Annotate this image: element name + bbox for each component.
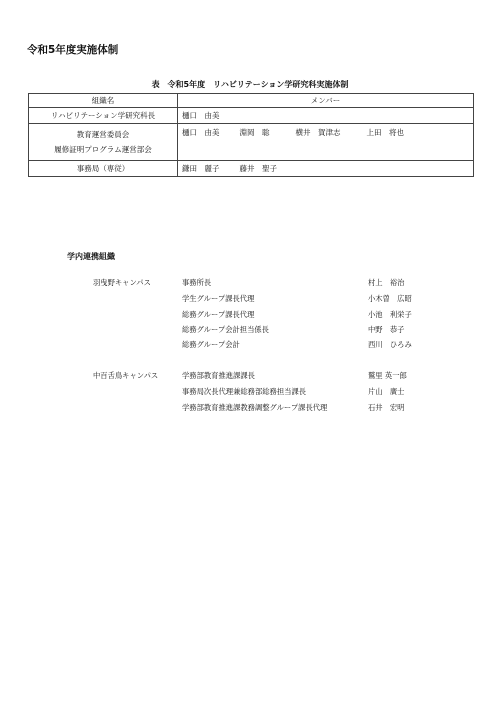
staff-row — [182, 310, 472, 322]
staff-role: 事務所長 — [182, 278, 212, 287]
org-name: 事務局（専従） — [76, 164, 130, 173]
header-org-name: 組織名 — [29, 94, 178, 108]
org-name-cell — [29, 161, 178, 177]
staff-role: 学生グループ課長代理 — [182, 294, 255, 303]
staff-row — [182, 278, 472, 290]
member-name: 鎌田 麗子 — [182, 164, 220, 173]
staff-role: 総務グループ会計担当係長 — [182, 325, 269, 334]
members-cell — [178, 124, 474, 161]
staff-role: 学務部教育推進課課長 — [182, 371, 255, 380]
member-name: 上田 将也 — [366, 128, 404, 137]
campus-block-nakamozu — [93, 371, 473, 421]
members-cell — [178, 108, 474, 124]
org-name: リハビリテーション学研究科長 — [50, 111, 156, 120]
campus-block-habikino — [93, 278, 473, 358]
staff-name: 西川 ひろみ — [368, 340, 412, 349]
staff-role: 総務グループ会計 — [182, 340, 240, 349]
table-caption: 表 令和5年度 リハビリテーション学研究科実施体制 — [151, 80, 349, 89]
org-name-cell — [29, 124, 178, 161]
member-name: 樋口 由美 — [182, 128, 220, 137]
staff-row — [182, 403, 472, 415]
staff-row — [182, 371, 472, 383]
staff-role: 事務局次長代理兼総務部総務担当課長 — [182, 387, 307, 396]
staff-row — [182, 340, 472, 352]
staff-row — [182, 387, 472, 399]
liaison-section-title: 学内連携組織 — [67, 252, 115, 261]
staff-row — [182, 294, 472, 306]
table-row — [29, 108, 474, 124]
table-row — [29, 161, 474, 177]
staff-role: 総務グループ課長代理 — [182, 310, 255, 319]
staff-name: 中野 恭子 — [368, 325, 405, 334]
page-title: 令和5年度実施体制 — [27, 44, 119, 56]
header-members: メンバー — [178, 94, 474, 108]
members-cell — [178, 161, 474, 177]
org-name: 教育運営委員会 — [76, 130, 130, 139]
member-name: 淵岡 聡 — [239, 128, 270, 137]
staff-name: 鷲里 英一郎 — [368, 371, 407, 380]
staff-name: 小木曽 広昭 — [368, 294, 412, 303]
member-name: 藤井 聖子 — [239, 164, 277, 173]
staff-name: 石井 宏明 — [368, 403, 405, 412]
member-name: 横井 賀津志 — [295, 128, 341, 137]
org-name-cell — [29, 108, 178, 124]
member-name: 樋口 由美 — [182, 111, 220, 120]
campus-name: 羽曳野キャンパス — [93, 278, 151, 287]
implementation-table — [28, 93, 474, 177]
table-header-row — [29, 94, 474, 108]
staff-name: 片山 廣士 — [368, 387, 405, 396]
staff-name: 村上 裕治 — [368, 278, 405, 287]
table-row — [29, 124, 474, 161]
campus-name: 中百舌鳥キャンパス — [93, 371, 159, 380]
staff-role: 学務部教育推進課教務調整グループ課長代理 — [182, 403, 328, 412]
org-name: 履修証明プログラム運営部会 — [54, 145, 152, 154]
staff-name: 小池 利栄子 — [368, 310, 412, 319]
staff-row — [182, 325, 472, 337]
